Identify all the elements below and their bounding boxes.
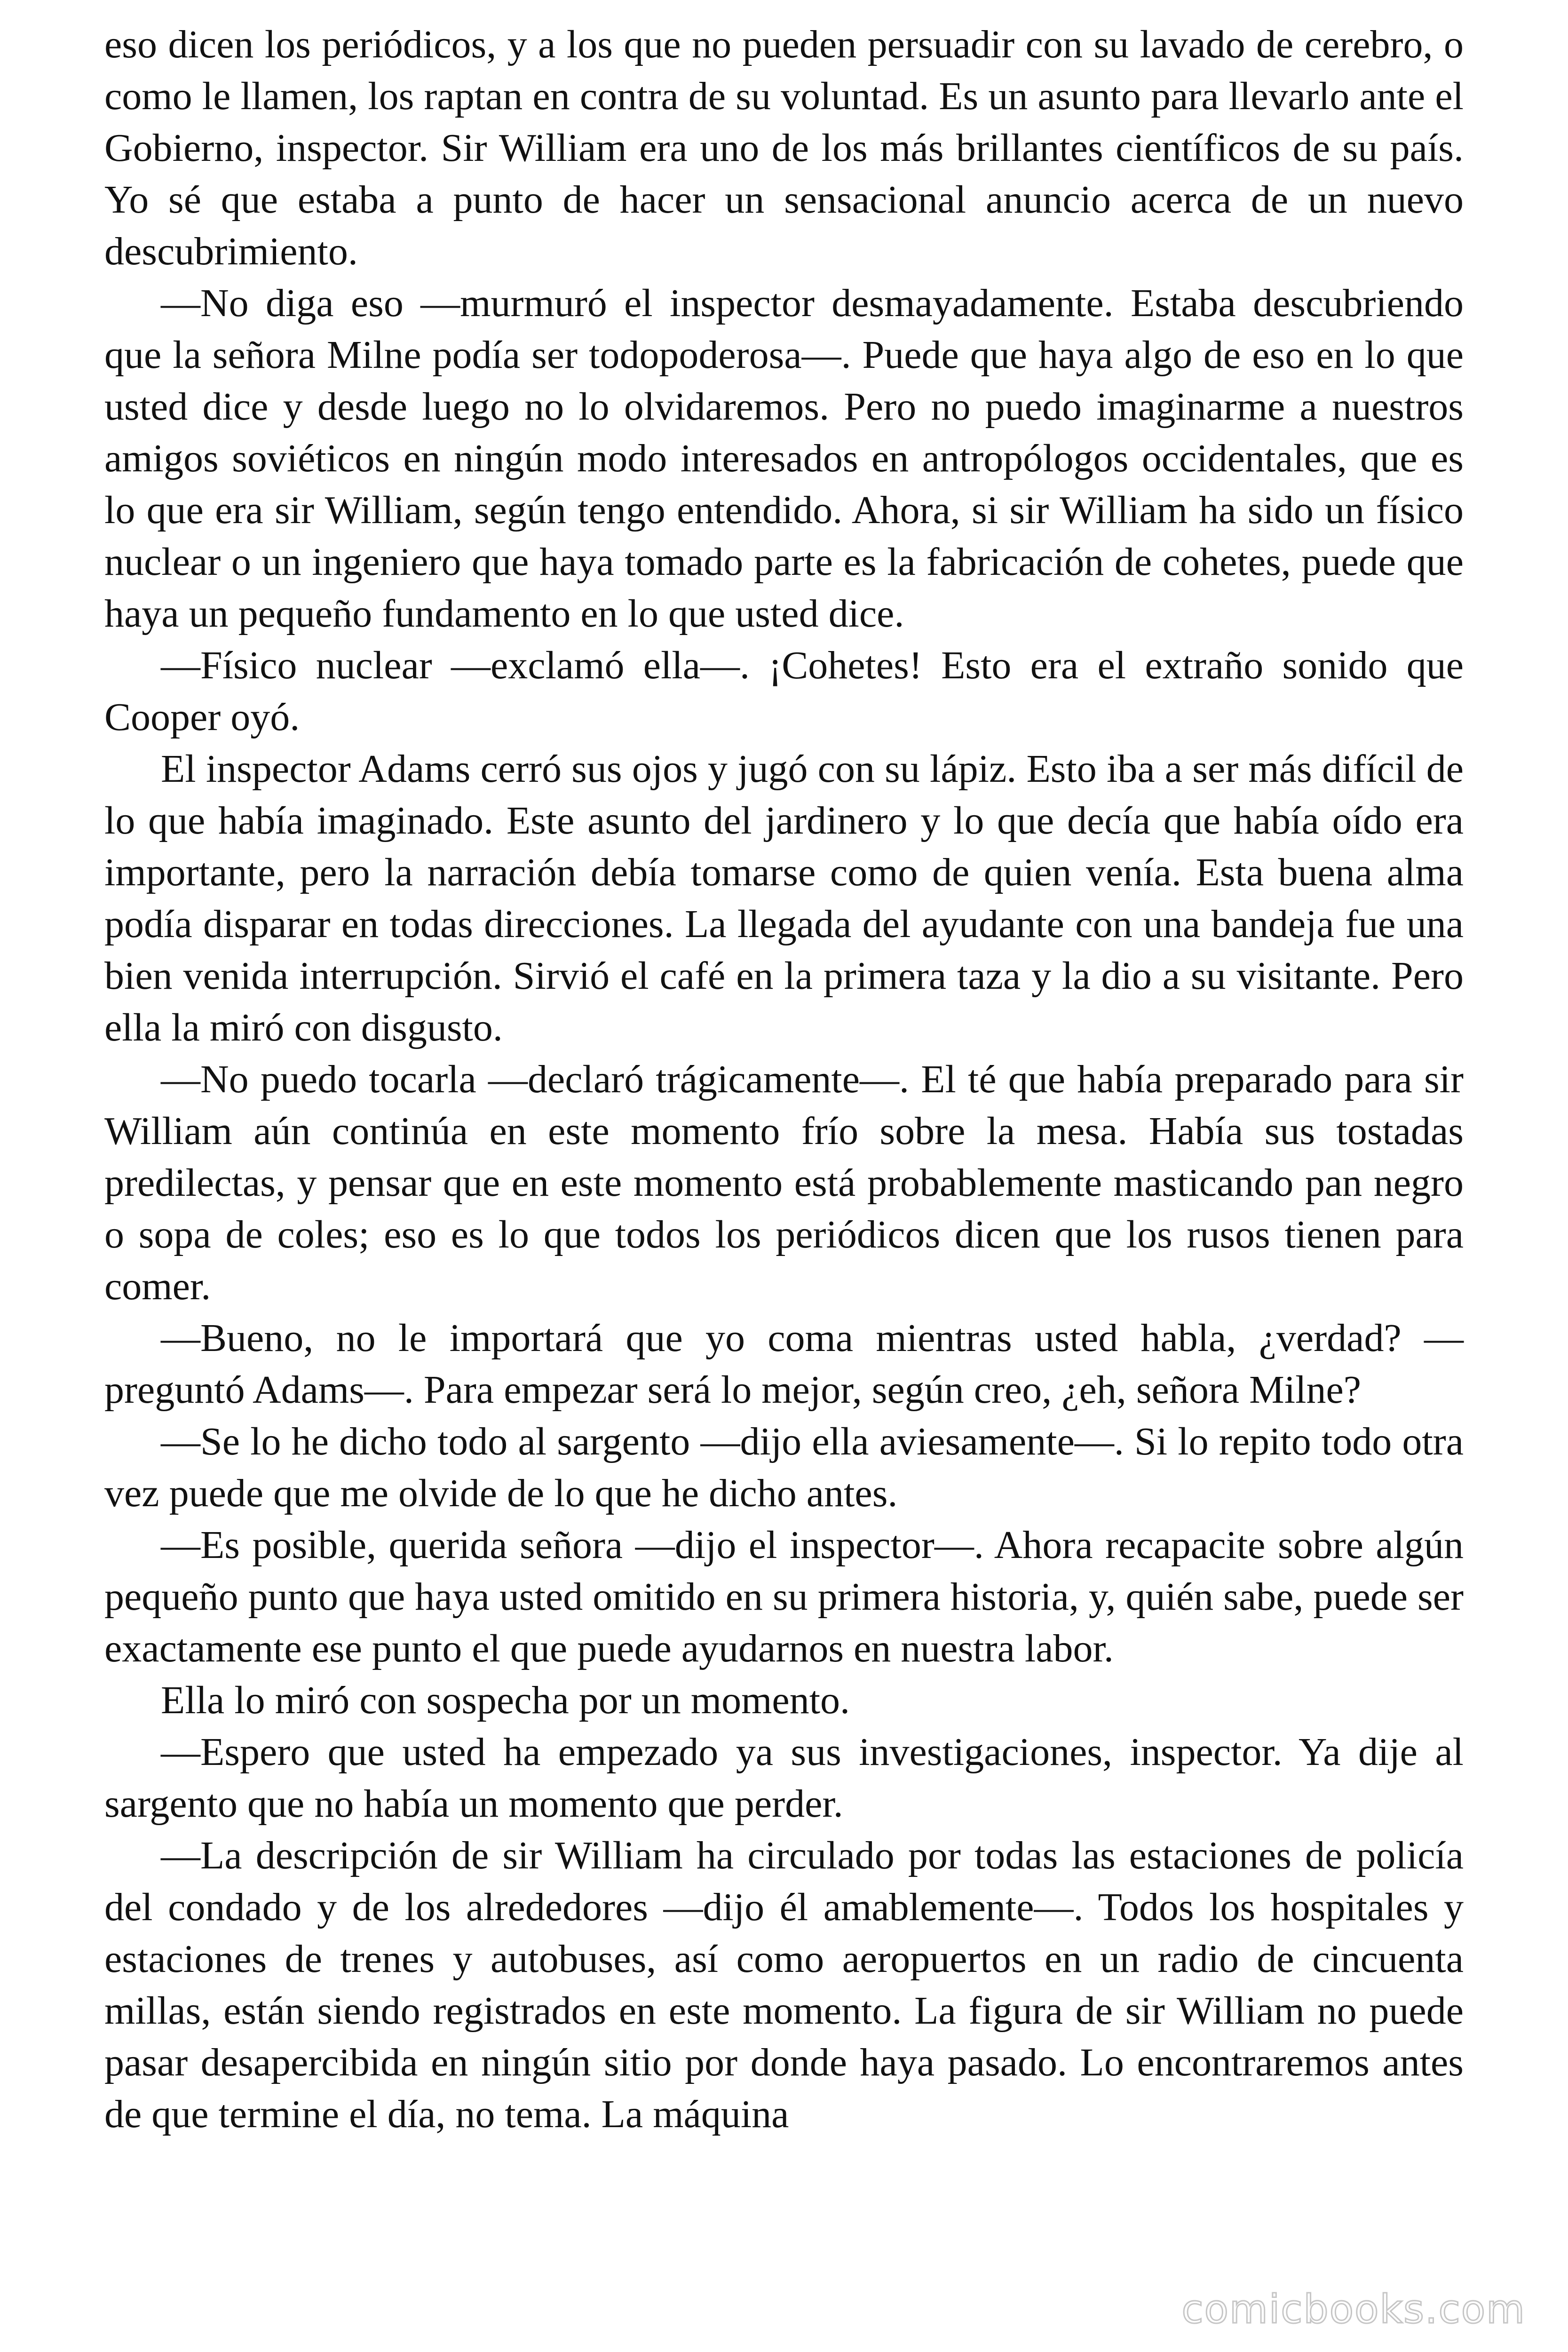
paragraph-10: —Espero que usted ha empezado ya sus investigaciones, inspector. Ya dije al sargento que no había un momento que perder. xyxy=(104,1730,1464,1826)
paragraph-3: —Físico nuclear —exclamó ella—. ¡Cohetes! Esto era el extraño sonido que Cooper oyó. xyxy=(104,644,1464,739)
paragraph-5: —No puedo tocarla —declaró trágicamente—. El té que había preparado para sir William aún continúa en este momento frío sobre la mesa. Había sus tostadas predilectas, y pensar que en este momento está probablemente masticando pan negro o sopa de coles; eso es lo que todos los periódicos dicen que los rusos tienen para comer. xyxy=(104,1057,1464,1308)
paragraph-8: —Es posible, querida señora —dijo el inspector—. Ahora recapacite sobre algún pequeño punto que haya usted omitido en su primera historia, y, quién sabe, puede ser exactamente ese punto el que puede ayudarnos en nuestra labor. xyxy=(104,1523,1464,1670)
paragraph-9: Ella lo miró con sospecha por un momento. xyxy=(161,1678,850,1722)
paragraph-1: eso dicen los periódicos, y a los que no pueden persuadir con su lavado de cerebro, o como le llamen, los raptan en contra de su voluntad. Es un asunto para llevarlo ante el Gobierno, inspector. Sir William era uno de los más brillantes científicos de su país. Yo sé que estaba a punto de hacer un sensacional anuncio acerca de un nuevo descubrimiento. xyxy=(104,23,1464,273)
paragraph-2: —No diga eso —murmuró el inspector desmayadamente. Estaba descubriendo que la señora Milne podía ser todopoderosa—. Puede que haya algo de eso en lo que usted dice y desde luego no lo olvidaremos. Pero no puedo imaginarme a nuestros amigos soviéticos en ningún modo interesados en antropólogos occidentales, que es lo que era sir William, según tengo entendido. Ahora, si sir William ha sido un físico nuclear o un ingeniero que haya tomado parte es la fabricación de cohetes, puede que haya un pequeño fundamento en lo que usted dice. xyxy=(104,281,1464,636)
book-page xyxy=(104,19,1464,2324)
paragraph-6: —Bueno, no le importará que yo coma mientras usted habla, ¿verdad? — preguntó Adams—. Para empezar será lo mejor, según creo, ¿eh, señora Milne? xyxy=(104,1316,1464,1412)
paragraph-11: —La descripción de sir William ha circulado por todas las estaciones de policía del condado y de los alrededores —dijo él amablemente—. Todos los hospitales y estaciones de trenes y autobuses, así como aeropuertos en un radio de cincuenta millas, están siendo registrados en este momento. La figura de sir William no puede pasar desapercibida en ningún sitio por donde haya pasado. Lo encontraremos antes de que termine el día, no tema. La máquina xyxy=(104,1834,1464,2136)
paragraph-4: El inspector Adams cerró sus ojos y jugó con su lápiz. Esto iba a ser más difícil de lo que había imaginado. Este asunto del jardinero y lo que decía que había oído era importante, pero la narración debía tomarse como de quien venía. Esta buena alma podía disparar en todas direcciones. La llegada del ayudante con una bandeja fue una bien venida interrupción. Sirvió el café en la primera taza y la dio a su visitante. Pero ella la miró con disgusto. xyxy=(104,747,1464,1049)
watermark: comicbooks.com xyxy=(1181,2286,1526,2332)
paragraph-7: —Se lo he dicho todo al sargento —dijo ella aviesamente—. Si lo repito todo otra vez puede que me olvide de lo que he dicho antes. xyxy=(104,1420,1464,1515)
